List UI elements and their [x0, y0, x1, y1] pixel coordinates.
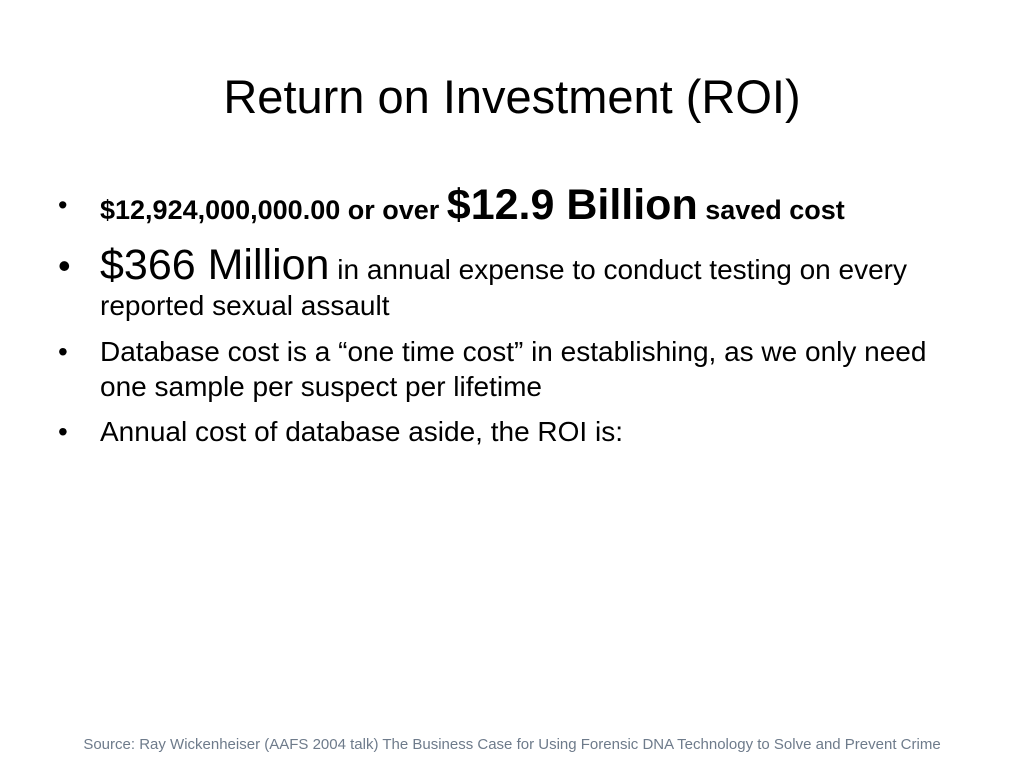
- bullet-list: [58, 181, 978, 449]
- bullet-item-one-time-cost: [58, 334, 978, 404]
- bullet-item-roi: [58, 414, 978, 449]
- bullet-text: Database cost is a “one time cost” in establishing, as we only need one sample per suspect per lifetime: [100, 336, 927, 402]
- bullet-item-annual-expense: [58, 241, 978, 324]
- bullet-text-emphasis: $366 Million: [100, 241, 330, 289]
- bullet-marker-icon: •: [58, 416, 68, 447]
- bullet-item-billion-saved: [58, 181, 978, 229]
- bullet-text-emphasis: $12.9 Billion: [446, 181, 698, 229]
- bullet-text-prefix: $12,924,000,000.00 or over: [100, 195, 447, 225]
- bullet-text-suffix: in annual expense to conduct testing on every reported sexual assault: [100, 254, 907, 321]
- bullet-marker-icon: •: [58, 190, 68, 220]
- source-citation: Source: Ray Wickenheiser (AAFS 2004 talk) The Business Case for Using Forensic DNA Technology to Solve and Prevent Crime: [83, 736, 941, 753]
- bullet-text-suffix: saved cost: [697, 195, 845, 225]
- bullet-marker-icon: •: [58, 245, 71, 286]
- slide-title: Return on Investment (ROI): [223, 70, 801, 123]
- bullet-marker-icon: •: [58, 336, 68, 367]
- bullet-text: Annual cost of database aside, the ROI is:: [100, 416, 623, 447]
